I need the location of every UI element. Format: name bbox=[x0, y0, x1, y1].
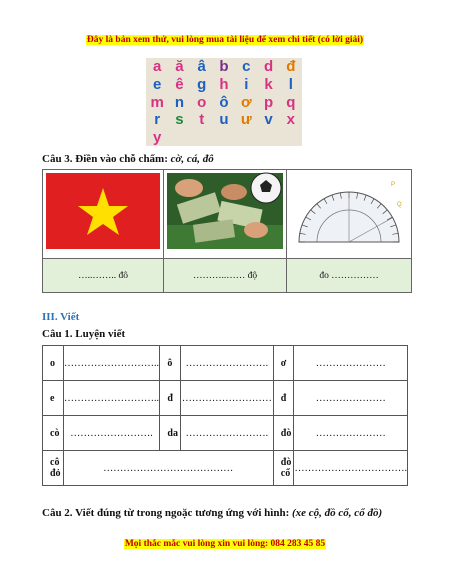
letter-glyph: c bbox=[242, 58, 251, 75]
preview-banner-text: Đây là bản xem thử, vui lòng mua tài liệu để xem chi tiết (có lời giải) bbox=[86, 35, 364, 45]
write-label: đò bbox=[273, 416, 294, 451]
letter-glyph: t bbox=[199, 111, 205, 129]
alphabet-letter bbox=[235, 58, 257, 76]
write-blank: ……………………. bbox=[181, 416, 274, 451]
letter-glyph: ă bbox=[175, 58, 184, 75]
svg-text:Q: Q bbox=[397, 202, 402, 208]
letter-glyph: g bbox=[197, 75, 207, 93]
question-2-heading bbox=[42, 507, 382, 519]
letter-glyph: đ bbox=[286, 58, 296, 75]
letter-glyph: q bbox=[286, 93, 296, 111]
alphabet-letter bbox=[213, 111, 235, 129]
write-blank: ……………………………. bbox=[294, 451, 408, 486]
alphabet-letter bbox=[146, 76, 168, 94]
alphabet-letter bbox=[146, 111, 168, 129]
alphabet-letter bbox=[191, 58, 213, 76]
alphabet-letter bbox=[257, 76, 279, 94]
letter-glyph: m bbox=[150, 93, 164, 111]
contact-footer-text: Mọi thắc mắc vui lòng xin vui lòng: 084 283 45 85 bbox=[124, 539, 326, 549]
letter-glyph: h bbox=[219, 75, 229, 93]
table-row bbox=[43, 451, 408, 486]
writing-practice-table bbox=[42, 345, 408, 486]
write-label: cô đỏ bbox=[43, 451, 64, 486]
table-row bbox=[43, 381, 408, 416]
money-cell bbox=[164, 170, 287, 259]
svg-text:P: P bbox=[391, 182, 396, 188]
table-row bbox=[43, 346, 408, 381]
alphabet-letter bbox=[168, 111, 190, 129]
alphabet-letter bbox=[213, 58, 235, 76]
letter-glyph: a bbox=[152, 58, 162, 75]
question-1-heading: Câu 1. Luyện viết bbox=[42, 328, 126, 340]
alphabet-letter bbox=[191, 111, 213, 129]
write-blank: ………………… bbox=[294, 346, 408, 381]
preview-banner bbox=[0, 29, 450, 47]
question-3-label: Câu 3. Điền vào chỗ chấm: bbox=[42, 153, 168, 165]
letter-glyph: e bbox=[152, 75, 162, 93]
alphabet-letter bbox=[280, 58, 302, 76]
table-row bbox=[43, 416, 408, 451]
write-label: đò cổ bbox=[273, 451, 294, 486]
letter-glyph: r bbox=[154, 111, 161, 129]
alphabet-chart bbox=[146, 58, 302, 146]
alphabet-letter bbox=[168, 58, 190, 76]
letter-glyph: k bbox=[264, 75, 273, 93]
vietnam-flag-image bbox=[43, 170, 163, 258]
answer-cell: đo …………… bbox=[287, 259, 412, 293]
alphabet-letter bbox=[191, 94, 213, 112]
alphabet-letter bbox=[280, 111, 302, 129]
answer-cell: …..…….. đô bbox=[43, 259, 164, 293]
letter-glyph: v bbox=[264, 111, 273, 129]
letter-glyph: s bbox=[175, 111, 184, 129]
write-label: đ bbox=[273, 381, 294, 416]
letter-glyph: d bbox=[263, 58, 274, 75]
alphabet-letter bbox=[280, 94, 302, 112]
alphabet-letter bbox=[146, 58, 168, 76]
write-label: cò bbox=[43, 416, 64, 451]
write-blank: ………………… bbox=[294, 416, 408, 451]
alphabet-letter bbox=[257, 58, 279, 76]
write-blank: ………………………………… bbox=[63, 451, 273, 486]
write-blank: ……………………….. bbox=[63, 346, 160, 381]
alphabet-letter bbox=[213, 76, 235, 94]
question-3-heading bbox=[42, 153, 214, 165]
alphabet-letter bbox=[235, 111, 257, 129]
letter-glyph: ô bbox=[219, 93, 229, 111]
write-blank: ……………………….. bbox=[63, 381, 160, 416]
letter-glyph: â bbox=[197, 58, 206, 75]
write-blank: ………………… bbox=[294, 381, 408, 416]
alphabet-letter bbox=[235, 76, 257, 94]
write-blank: ……………………. bbox=[181, 346, 274, 381]
letter-glyph: y bbox=[152, 129, 162, 146]
alphabet-letter bbox=[257, 94, 279, 112]
question-2-label: Câu 2. Viết đúng từ trong ngoặc tương ứng với hình: bbox=[42, 507, 290, 519]
letter-glyph: x bbox=[286, 111, 296, 129]
alphabet-letter bbox=[213, 94, 235, 112]
alphabet-letter bbox=[235, 94, 257, 112]
protractor-cell bbox=[287, 170, 412, 259]
alphabet-letter bbox=[146, 129, 168, 146]
letter-glyph: o bbox=[197, 93, 207, 111]
letter-glyph: ư bbox=[240, 111, 252, 129]
image-answer-table bbox=[42, 169, 412, 293]
alphabet-letter bbox=[257, 111, 279, 129]
question-3-words: cờ, cá, đô bbox=[170, 153, 214, 165]
section-title: III. Viết bbox=[42, 311, 80, 323]
alphabet-letter bbox=[280, 76, 302, 94]
money-soccer-image bbox=[164, 170, 286, 258]
letter-glyph: p bbox=[263, 93, 274, 111]
alphabet-letter bbox=[168, 94, 190, 112]
letter-glyph: b bbox=[219, 58, 229, 75]
write-label: da bbox=[160, 416, 181, 451]
letter-glyph: ơ bbox=[240, 93, 252, 111]
letter-glyph: n bbox=[174, 93, 184, 111]
letter-glyph: ê bbox=[175, 75, 184, 93]
protractor-image bbox=[287, 170, 411, 258]
answer-cell: ………..…… độ bbox=[164, 259, 287, 293]
contact-footer bbox=[0, 533, 450, 551]
write-label: o bbox=[43, 346, 64, 381]
flag-cell bbox=[43, 170, 164, 259]
write-label: ô bbox=[160, 346, 181, 381]
write-label: đ bbox=[160, 381, 181, 416]
letter-glyph: u bbox=[219, 111, 229, 129]
alphabet-letter bbox=[146, 94, 168, 112]
alphabet-letter bbox=[168, 76, 190, 94]
write-blank: ……………………. bbox=[63, 416, 160, 451]
write-blank: ……………………… bbox=[181, 381, 274, 416]
question-2-words: (xe cộ, đồ cổ, cổ đồ) bbox=[292, 507, 383, 519]
write-label: ơ bbox=[273, 346, 294, 381]
alphabet-letter bbox=[191, 76, 213, 94]
letter-glyph: l bbox=[288, 75, 293, 93]
letter-glyph: i bbox=[244, 75, 249, 93]
write-label: e bbox=[43, 381, 64, 416]
